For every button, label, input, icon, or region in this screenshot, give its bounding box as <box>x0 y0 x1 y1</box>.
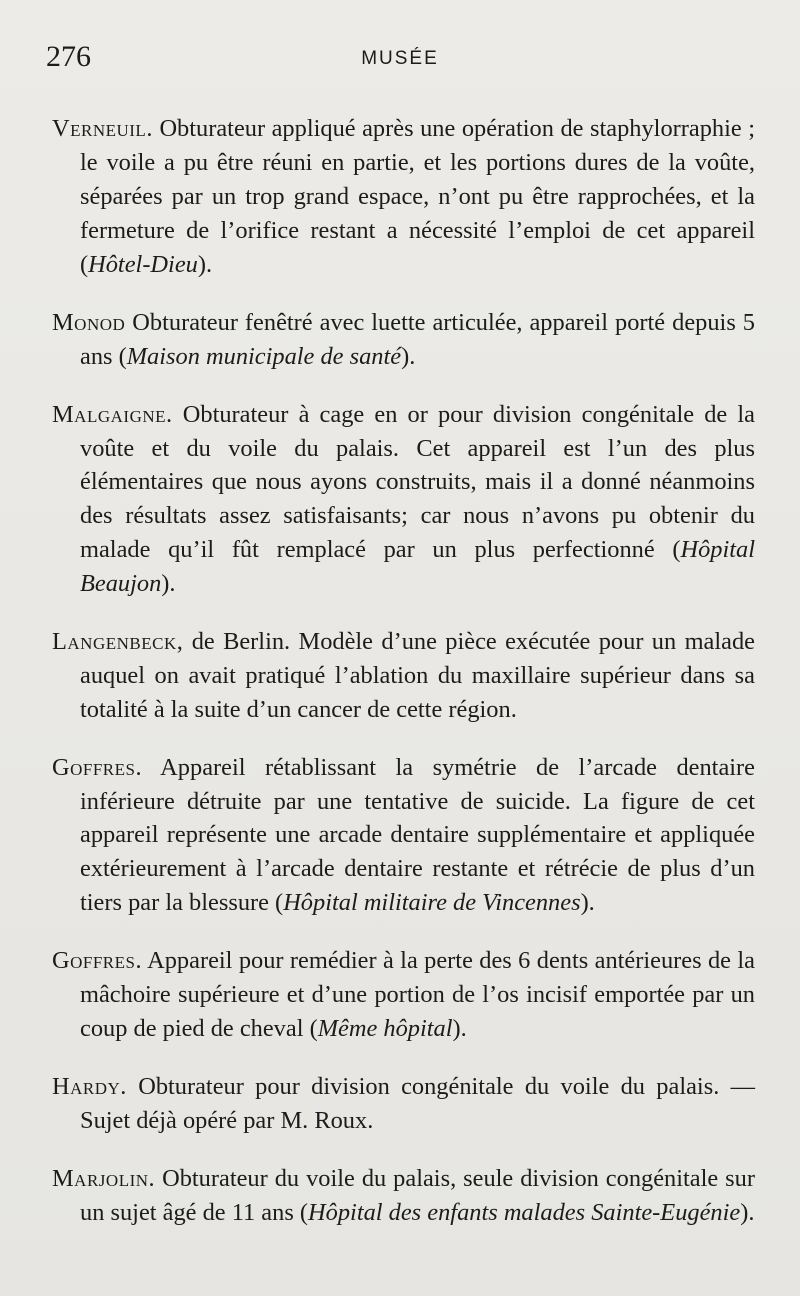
page-header <box>46 40 754 80</box>
catalogue-entry <box>52 1070 755 1138</box>
donor-name: Langenbeck, <box>52 627 184 655</box>
donor-name: Goffres. <box>52 753 143 781</box>
catalogue-entry <box>52 751 755 920</box>
entry-tail: ). <box>197 250 213 278</box>
entry-text: Obturateur pour division congénitale du voile du palais. — Sujet déjà opéré par M. Roux. <box>80 1072 755 1134</box>
entry-text: Obturateur du voile du palais, seule division congénitale sur un sujet âgé de 11 ans ( <box>80 1164 755 1226</box>
catalogue-entry <box>52 398 755 601</box>
entry-text: de Berlin. Modèle d’une pièce exécutée pour un malade auquel on avait pratiqué l’ablation du maxillaire supérieur dans sa totalité à la suite d’un cancer de cette région. <box>80 627 755 723</box>
catalogue-entry <box>52 944 755 1045</box>
donor-name: Marjolin. <box>52 1164 156 1192</box>
catalogue-entry <box>52 1162 755 1230</box>
entry-text: Obturateur appliqué après une opération de staphylorraphie ; le voile a pu être réuni en partie, et les portions dures de la voûte, séparées par un trop grand espace, n’ont pu être rapprochées, et la fermeture de l’orifice restant a nécessité l’emploi de cet appareil ( <box>80 115 755 278</box>
entry-text: Obturateur fenêtré avec luette articulée, appareil porté depuis 5 ans ( <box>80 308 755 370</box>
donor-name: Monod <box>52 308 126 336</box>
donor-name: Malgaigne. <box>52 400 173 428</box>
entry-text: Obturateur à cage en or pour division congénitale de la voûte et du voile du palais. Cet appareil est l’un des plus élémentaires que nous ayons construits, mais il a donné néanmoins des résultats assez satisfaisants; car nous n’avons pu obtenir du malade qu’il fût remplacé par un plus perfectionné ( <box>80 400 755 563</box>
entry-source: Maison municipale de santé <box>126 342 402 370</box>
catalogue-entry <box>52 625 755 726</box>
page-number: 276 <box>46 40 91 73</box>
catalogue-entry <box>52 306 755 374</box>
entry-tail: ). <box>161 569 176 597</box>
running-title: MUSÉE <box>361 48 439 69</box>
entry-source: Hôpital des enfants malades Sainte-Eugénie <box>308 1198 741 1226</box>
entry-source: Hôtel-Dieu <box>88 250 198 278</box>
entry-text: Appareil rétablissant la symétrie de l’arcade dentaire inférieure détruite par une tentative de suicide. La figure de cet appareil représente une arcade dentaire supplémentaire et appliquée extérieurement à l’arcade dentaire restante et rétrécie de plus d’un tiers par la blessure ( <box>80 753 755 916</box>
entry-tail: ). <box>580 888 595 916</box>
donor-name: Hardy. <box>52 1072 127 1100</box>
entry-tail: ). <box>401 342 416 370</box>
donor-name: Goffres. <box>52 947 143 975</box>
donor-name: Verneuil. <box>52 115 153 143</box>
entry-source: Hôpital militaire de Vincennes <box>283 888 581 916</box>
entry-source: Hôpital Beaujon <box>80 535 755 597</box>
entry-tail: ). <box>452 1014 467 1042</box>
catalogue-entries <box>52 88 755 1233</box>
entry-text: Appareil pour remédier à la perte des 6 dents antérieures de la mâchoire supérieure et d’une portion de l’os incisif emportée par un coup de pied de cheval ( <box>80 947 755 1042</box>
catalogue-entry <box>52 112 755 281</box>
entry-source: Même hôpital <box>317 1014 453 1042</box>
entry-tail: ). <box>740 1198 755 1226</box>
